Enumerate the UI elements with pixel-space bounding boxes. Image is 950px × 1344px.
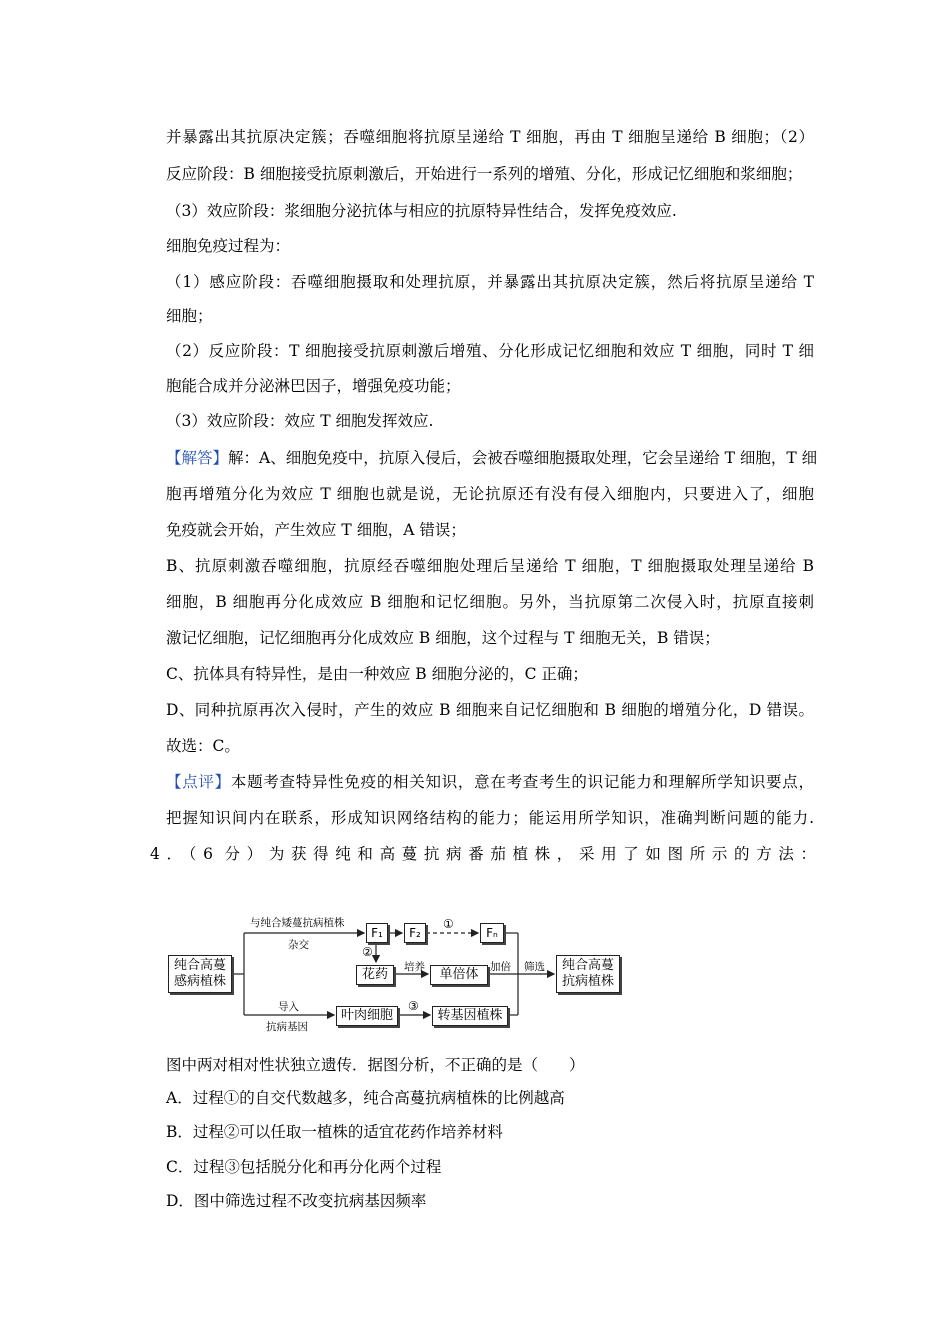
text-line: 细胞； (166, 307, 213, 325)
text-line: 细胞免疫过程为： (166, 237, 291, 255)
breeding-diagram (166, 907, 626, 1032)
step3-label: ③ (408, 999, 419, 1013)
text-line: 胞再增殖分化为效应 T 细胞也就是说，无论抗原还有没有侵入细胞内，只要进入了，细胞 (166, 485, 814, 503)
select-label: 筛选 (524, 961, 545, 973)
fn-box: Fₙ (480, 923, 504, 943)
question-stem: 图中两对相对性状独立遗传．据图分析，不正确的是（ ） (166, 1056, 585, 1074)
comment-text: 本题考查特异性免疫的相关知识，意在考查考生的识记能力和理解所学知识要点， (230, 773, 814, 791)
option-d[interactable]: D．图中筛选过程不改变抗病基因频率 (166, 1192, 427, 1210)
start-box: 纯合高蔓感病植株 (168, 955, 232, 993)
text-line: （1）感应阶段：吞噬细胞摄取和处理抗原，并暴露出其抗原决定簇，然后将抗原呈递给 T (166, 273, 814, 291)
cross-label: 杂交 (288, 939, 309, 951)
text-line: 反应阶段：B 细胞接受抗原刺激后，开始进行一系列的增殖、分化，形成记忆细胞和浆细胞； (166, 165, 803, 183)
gene-label: 抗病基因 (266, 1021, 308, 1033)
haploid-box: 单倍体 (430, 965, 488, 985)
text-line: 并暴露出其抗原决定簇；吞噬细胞将抗原呈递给 T 细胞，再由 T 细胞呈递给 B 细胞；（2） (166, 128, 814, 146)
text-line: 胞能合成并分泌淋巴因子，增强免疫功能； (166, 377, 461, 395)
top-label: 与纯合矮蔓抗病植株 (250, 917, 345, 929)
text-line: （3）效应阶段：效应 T 细胞发挥效应. (166, 412, 434, 430)
answer-first-line (166, 447, 818, 469)
transgenic-box: 转基因植株 (432, 1006, 508, 1026)
text-line: 故选：C。 (166, 737, 240, 755)
text-line: 免疫就会开始，产生效应 T 细胞，A 错误； (166, 521, 466, 539)
culture-label: 培养 (404, 961, 425, 973)
double-label: 加倍 (490, 961, 511, 973)
answer-tag: 【解答】 (166, 449, 229, 467)
text-line: 细胞，B 细胞再分化成效应 B 细胞和记忆细胞。另外，当抗原第二次侵入时，抗原直接刺 (166, 593, 814, 611)
pollen-box: 花药 (356, 965, 394, 985)
step2-label: ② (362, 945, 373, 959)
option-a[interactable]: A．过程①的自交代数越多，纯合高蔓抗病植株的比例越高 (166, 1089, 565, 1107)
text-line: 把握知识间内在联系，形成知识网络结构的能力；能运用所学知识，准确判断问题的能力. (166, 809, 814, 827)
text-line: D、同种抗原再次入侵时，产生的效应 B 细胞来自记忆细胞和 B 细胞的增殖分化，D 错误。 (166, 701, 814, 719)
question-header: 4．（6 分）为获得纯和高蔓抗病番茄植株，采用了如图所示的方法： (150, 845, 816, 863)
import-label: 导入 (278, 1001, 299, 1013)
step1-label: ① (443, 917, 454, 931)
option-b[interactable]: B．过程②可以任取一植株的适宜花药作培养材料 (166, 1123, 503, 1141)
text-line: 激记忆细胞，记忆细胞再分化成效应 B 细胞，这个过程与 T 细胞无关，B 错误； (166, 629, 720, 647)
f1-box: F₁ (366, 923, 388, 943)
leaf-cell-box: 叶肉细胞 (336, 1006, 398, 1026)
comment-tag: 【点评】 (166, 773, 231, 791)
text-line: （3）效应阶段：浆细胞分泌抗体与相应的抗原特异性结合，发挥免疫效应. (166, 202, 677, 220)
text-line: （2）反应阶段：T 细胞接受抗原刺激后增殖、分化形成记忆细胞和效应 T 细胞，同时 T 细 (166, 342, 814, 360)
end-box: 纯合高蔓抗病植株 (556, 955, 620, 993)
answer-text: 解：A、细胞免疫中，抗原入侵后，会被吞噬细胞摄取处理，它会呈递给 T 细胞，T 细 (228, 449, 818, 467)
option-c[interactable]: C．过程③包括脱分化和再分化两个过程 (166, 1158, 442, 1176)
f2-box: F₂ (404, 923, 426, 943)
text-line: B、抗原刺激吞噬细胞，抗原经吞噬细胞处理后呈递给 T 细胞，T 细胞摄取处理呈递给 B (166, 557, 814, 575)
comment-first-line (166, 771, 814, 793)
text-line: C、抗体具有特异性，是由一种效应 B 细胞分泌的，C 正确； (166, 665, 588, 683)
